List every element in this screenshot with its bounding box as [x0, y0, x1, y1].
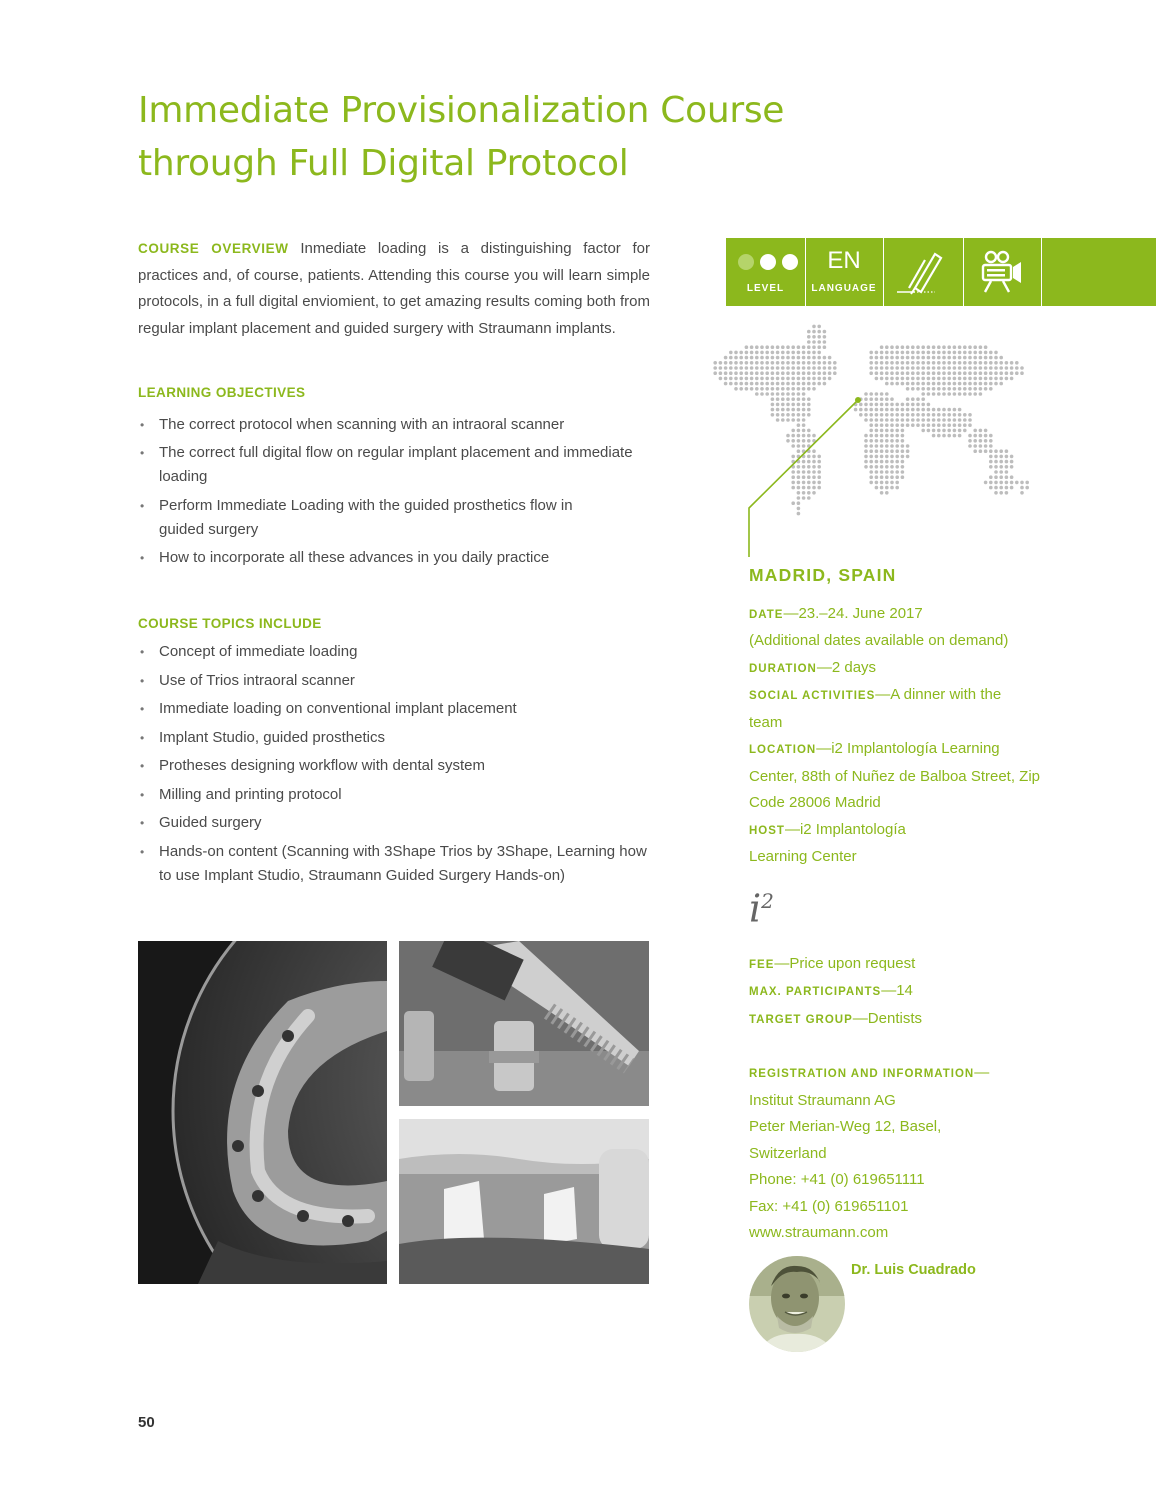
instructor-avatar — [749, 1256, 845, 1352]
website-link[interactable]: www.straumann.com — [749, 1224, 889, 1241]
course-overview — [138, 236, 650, 342]
host-row: HOST—i2 Implantología Learning Center — [749, 820, 906, 865]
level-dots-icon — [736, 252, 800, 272]
objectives-heading: LEARNING OBJECTIVES — [138, 385, 306, 400]
target-row: TARGET GROUP—Dentists — [749, 1009, 922, 1027]
course-city: MADRID, SPAIN — [749, 565, 897, 585]
objective-item: • How to incorporate all these advances in you daily practice — [138, 546, 650, 570]
language-code: EN — [827, 247, 861, 274]
photo-prosthesis-scan — [138, 941, 387, 1284]
instructor-name: Dr. Luis Cuadrado — [851, 1262, 976, 1278]
theory-indicator — [883, 238, 964, 306]
topic-item: • Milling and printing protocol — [138, 783, 650, 807]
topics-list — [138, 640, 650, 888]
social-row: SOCIAL ACTIVITIES—A dinner with the team — [749, 686, 1002, 731]
page-title — [138, 84, 898, 190]
objective-item: • Perform Immediate Loading with the guided prosthetics flow in guided surgery — [138, 494, 650, 542]
participants-row: MAX. PARTICIPANTS—14 — [749, 982, 913, 999]
topics-heading: COURSE TOPICS INCLUDE — [138, 615, 322, 631]
location-row: LOCATION—i2 Implantología Learning Center, 88th of Nuñez de Balboa Street, Zip Code 28006 Madrid — [749, 740, 1041, 811]
fee-row: FEE—Price upon request — [749, 954, 916, 972]
pen-icon — [895, 248, 951, 298]
topic-item: • Protheses designing workflow with dental system — [138, 754, 650, 778]
overview-label: COURSE OVERVIEW — [138, 241, 289, 256]
registration-line: Peter Merian-Weg 12, Basel, — [749, 1118, 942, 1135]
level-indicator — [726, 238, 806, 306]
page-number: 50 — [138, 1414, 155, 1431]
date-note: (Additional dates available on demand) — [749, 632, 1009, 649]
topic-item: • Hands-on content (Scanning with 3Shape Trios by 3Shape, Learning how to use Implant Studio, Straumann Guided Surgery Hands-on) — [138, 840, 650, 888]
registration-heading: REGISTRATION AND INFORMATION— — [749, 1064, 990, 1081]
topic-item: • Implant Studio, guided prosthetics — [138, 726, 650, 750]
topic-item: • Guided surgery — [138, 811, 650, 835]
duration-row: DURATION—2 days — [749, 658, 877, 676]
objective-item: • The correct protocol when scanning with an intraoral scanner — [138, 413, 650, 437]
topic-item: • Use of Trios intraoral scanner — [138, 669, 650, 693]
language-label: LANGUAGE — [811, 283, 877, 294]
i2-logo: $i^2$ — [749, 886, 774, 931]
registration-line: Phone: +41 (0) 619651111 — [749, 1171, 925, 1188]
date-row: DATE—23.–24. June 2017 — [749, 604, 923, 622]
topic-item: • Concept of immediate loading — [138, 640, 650, 664]
video-indicator — [963, 238, 1042, 306]
course-info-bar — [726, 238, 1156, 306]
language-indicator — [805, 238, 884, 306]
photo-abutments — [399, 1119, 649, 1284]
left-column — [138, 236, 650, 892]
level-label: LEVEL — [746, 283, 785, 294]
objectives-list — [138, 413, 650, 571]
photo-collage — [138, 941, 649, 1284]
topic-item: • Immediate loading on conventional implant placement — [138, 697, 650, 721]
objective-item: • The correct full digital flow on regular implant placement and immediate loading — [138, 441, 650, 489]
registration-line: Institut Straumann AG — [749, 1091, 896, 1109]
photo-implant-placement — [399, 941, 649, 1106]
registration-line: Fax: +41 (0) 619651101 — [749, 1197, 909, 1215]
title-line-2: through Full Digital Protocol — [138, 143, 629, 184]
location-details — [749, 562, 1049, 1247]
world-map — [706, 312, 1046, 562]
title-line-1: Immediate Provisionalization Course — [138, 90, 785, 131]
location-marker — [855, 397, 861, 403]
overview-text: Inmediate loading is a distinguishing factor for practices and, of course, patients. Attending this course you will learn simple protocols, in a full digital enviomient, to get amazing results coming both from regular implant placement and guided surgery with Straumann implants. — [138, 240, 651, 337]
registration-line: Switzerland — [749, 1144, 827, 1162]
video-camera-icon — [981, 250, 1025, 296]
